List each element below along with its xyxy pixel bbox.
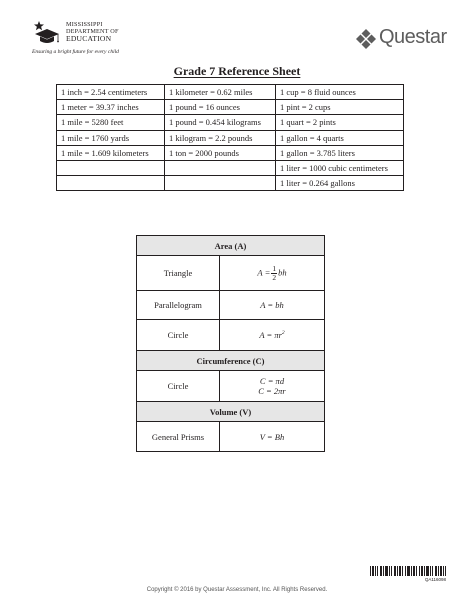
mde-line-3: EDUCATION: [66, 34, 112, 44]
questar-logo: [355, 28, 447, 52]
table-row: [57, 100, 404, 115]
circumference-formula-radius: C = 2πr: [258, 386, 286, 396]
triangle-formula: [220, 256, 325, 291]
table-cell: 1 pound = 0.454 kilograms: [165, 115, 276, 130]
table-cell: [165, 160, 276, 175]
section-header-row: [137, 236, 325, 256]
table-cell: 1 mile = 1760 yards: [57, 130, 165, 145]
table-row: [57, 145, 404, 160]
table-row: [57, 176, 404, 191]
circle-area-formula: [220, 320, 325, 351]
section-header-row: [137, 351, 325, 371]
shape-name: Parallelogram: [137, 291, 220, 320]
area-heading: Area (A): [137, 236, 325, 256]
shape-name: General Prisms: [137, 422, 220, 452]
table-row: [137, 422, 325, 452]
shape-name: Circle: [137, 320, 220, 351]
table-cell: 1 meter = 39.37 inches: [57, 100, 165, 115]
mde-line-1: MISSISSIPPI: [66, 21, 103, 28]
questar-diamond-icon: [355, 28, 377, 50]
table-cell: [57, 176, 165, 191]
fraction-numerator: 1: [272, 263, 277, 273]
table-cell: 1 pint = 2 cups: [276, 100, 404, 115]
table-cell: 1 cup = 8 fluid ounces: [276, 85, 404, 100]
table-row: [57, 85, 404, 100]
prism-volume-formula: V = Bh: [220, 422, 325, 452]
formula-rhs: bh: [278, 266, 287, 277]
mde-name: [66, 22, 119, 43]
table-cell: 1 quart = 2 pints: [276, 115, 404, 130]
fraction: [271, 265, 277, 282]
section-header-row: [137, 402, 325, 422]
formula-text: A = πr: [259, 330, 282, 340]
table-cell: 1 ton = 2000 pounds: [165, 145, 276, 160]
shape-name: Triangle: [137, 256, 220, 291]
table-cell: 1 kilometer = 0.62 miles: [165, 85, 276, 100]
fraction-denominator: 2: [272, 272, 277, 282]
parallelogram-formula: A = bh: [220, 291, 325, 320]
circumference-formulas: [220, 371, 325, 402]
table-cell: 1 pound = 16 ounces: [165, 100, 276, 115]
table-row: [137, 291, 325, 320]
table-cell: 1 mile = 5280 feet: [57, 115, 165, 130]
table-row: [137, 256, 325, 291]
table-cell: [57, 160, 165, 175]
barcode-text: QA116098: [424, 577, 446, 582]
formula-lhs: A =: [257, 266, 271, 277]
volume-heading: Volume (V): [137, 402, 325, 422]
table-row: [137, 371, 325, 402]
formula-exponent: 2: [281, 330, 285, 337]
table-cell: [165, 176, 276, 191]
barcode-icon: [370, 566, 446, 576]
table-cell: 1 gallon = 3.785 liters: [276, 145, 404, 160]
circumference-formula-diameter: C = πd: [259, 376, 285, 386]
conversion-table: [56, 84, 404, 191]
circumference-heading: Circumference (C): [137, 351, 325, 371]
table-cell: 1 mile = 1.609 kilometers: [57, 145, 165, 160]
mde-tagline: Ensuring a bright future for every child: [32, 49, 119, 55]
table-row: [57, 160, 404, 175]
mde-line-2: DEPARTMENT OF: [66, 27, 119, 35]
table-row: [57, 130, 404, 145]
table-row: [137, 320, 325, 351]
formula-table: [136, 235, 325, 452]
page-title: Grade 7 Reference Sheet: [173, 64, 301, 78]
table-row: [57, 115, 404, 130]
table-cell: 1 liter = 1000 cubic centimeters: [276, 160, 404, 175]
copyright-text: Copyright © 2016 by Questar Assessment, Inc. All Rights Reserved.: [146, 587, 328, 593]
questar-wordmark: Questar: [379, 26, 447, 48]
table-cell: 1 liter = 0.264 gallons: [276, 176, 404, 191]
table-cell: 1 inch = 2.54 centimeters: [57, 85, 165, 100]
table-cell: 1 gallon = 4 quarts: [276, 130, 404, 145]
table-cell: 1 kilogram = 2.2 pounds: [165, 130, 276, 145]
shape-name: Circle: [137, 371, 220, 402]
mde-logo: [32, 20, 172, 56]
mortarboard-star-icon: [32, 20, 60, 48]
